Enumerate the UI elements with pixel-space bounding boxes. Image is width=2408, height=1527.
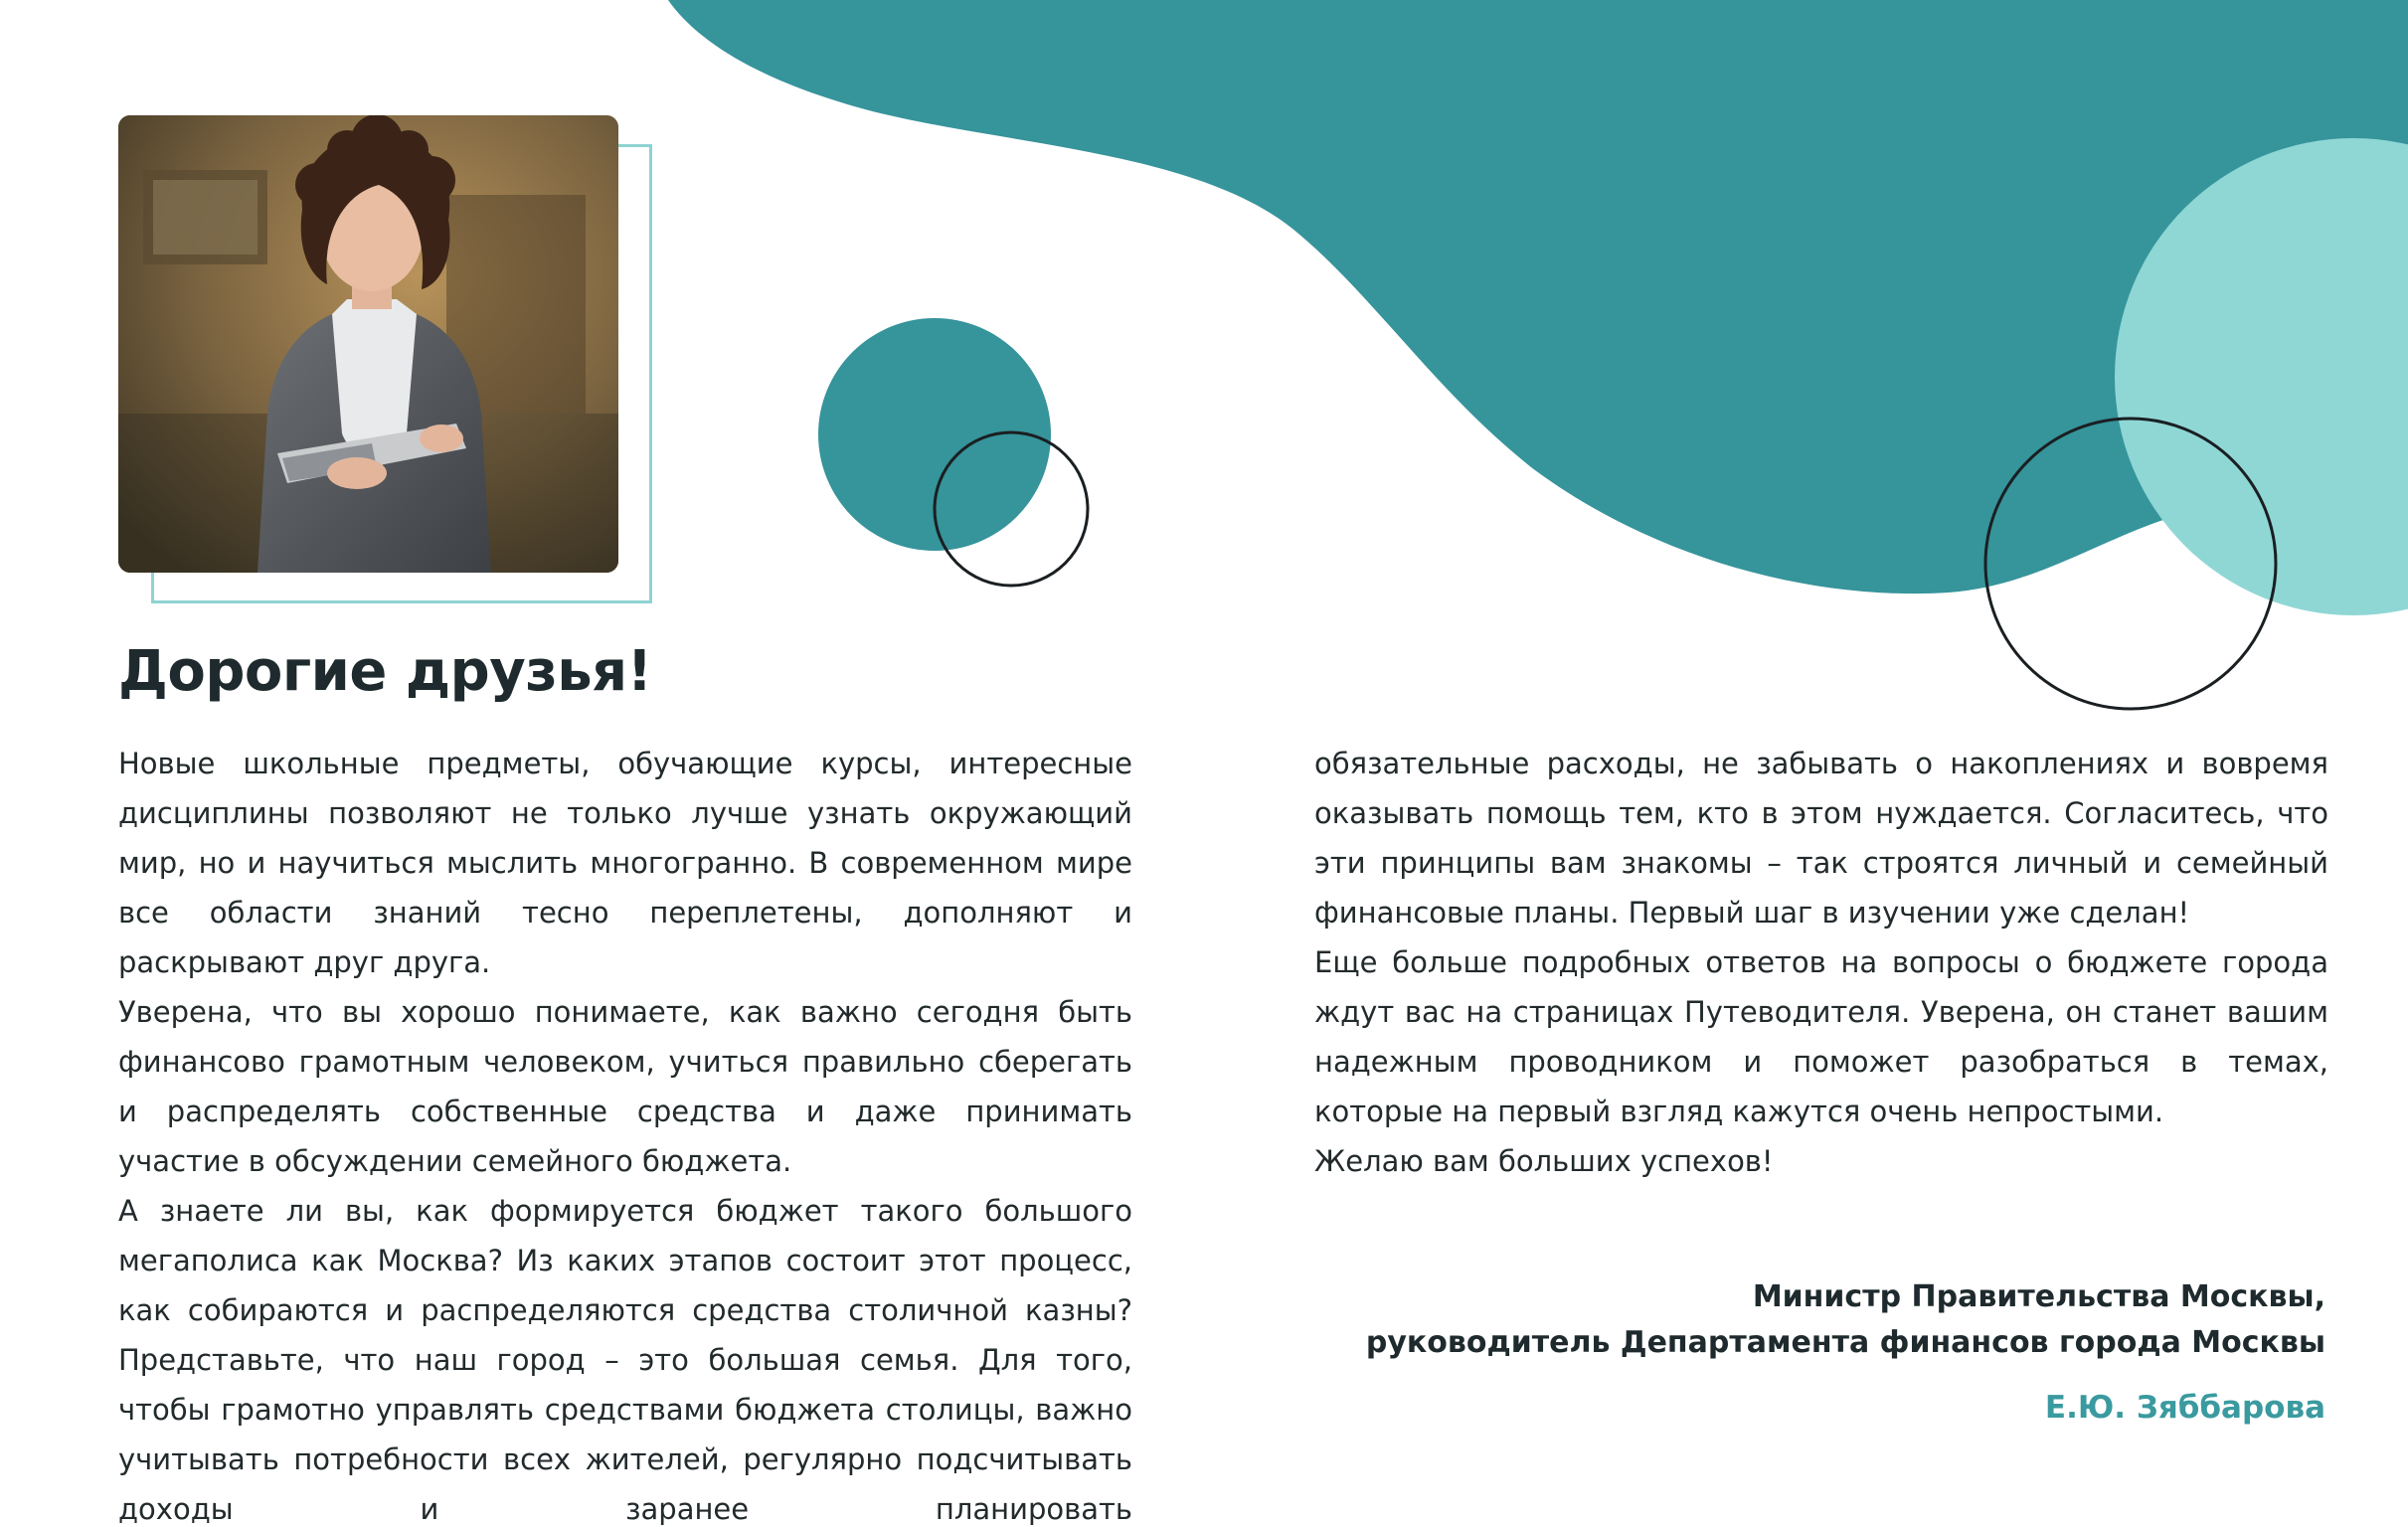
right-paragraph-2: Еще больше подробных ответов на вопросы о бюджете города ждут вас на страницах Путеводителя. Уверена, он станет вашим надежным проводником и поможет разобраться в темах, которые на первый взгляд кажутся очень непростыми. [1314, 945, 2328, 1128]
teal-blob-shape [668, 0, 2408, 594]
teal-circle-shape [818, 318, 1051, 551]
outline-circle-small [935, 432, 1088, 586]
portrait-photo [118, 115, 618, 573]
right-paragraph-1: обязательные расходы, не забывать о накоплениях и вовремя оказывать помощь тем, кто в этом нуждается. Согласитесь, что эти принципы вам знакомы – так строятся личный и семейный финансовые планы. Первый шаг в изучении уже сделан! [1314, 747, 2328, 930]
right-text-column [1314, 739, 2328, 1186]
light-teal-circle-shape [2115, 138, 2408, 615]
portrait-photo-icon [118, 115, 618, 573]
page-title: Дорогие друзья! [118, 639, 652, 704]
signature-role-line-1: Министр Правительства Москвы, [1752, 1279, 2325, 1314]
signature-role-line-2: руководитель Департамента финансов города Москвы [1365, 1325, 2325, 1360]
signature-block [1314, 1274, 2325, 1430]
right-paragraph-3: Желаю вам больших успехов! [1314, 1144, 1774, 1178]
left-paragraph-1: Новые школьные предметы, обучающие курсы, интересные дисциплины позволяют не только лучше узнать окружающий мир, но и научиться мыслить многогранно. В современном мире все области знаний тесно переплетены, дополняют и раскрывают друг друга. [118, 747, 1132, 979]
outline-circle-large [1985, 419, 2276, 709]
signature-name: Е.Ю. Зяббарова [2044, 1390, 2325, 1426]
left-paragraph-2: Уверена, что вы хорошо понимаете, как важно сегодня быть финансово грамотным человеком, учиться правильно сберегать и распределять собственные средства и даже принимать участие в обсуждении семейного бюджета. [118, 995, 1132, 1178]
left-paragraph-3: А знаете ли вы, как формируется бюджет такого большого мегаполиса как Москва? Из каких этапов состоит этот процесс, как собираются и распределяются средства столичной казны? Представьте, что наш город – это большая семья. Для того, чтобы грамотно управлять средствами бюджета столицы, важно учитывать потребности всех жителей, регулярно подсчитывать доходы и заранее планировать [118, 1194, 1132, 1526]
left-text-column [118, 739, 1132, 1527]
